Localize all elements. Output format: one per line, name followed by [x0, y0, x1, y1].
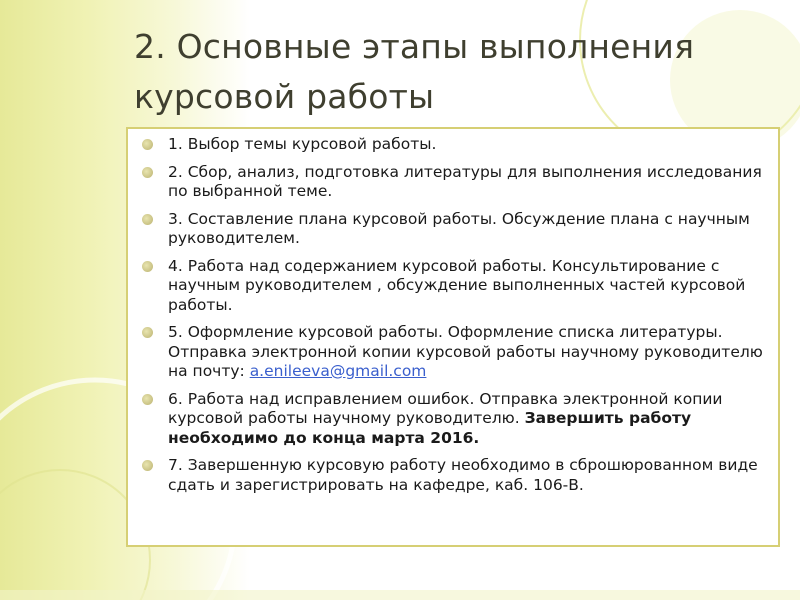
- content-frame: [126, 127, 780, 547]
- slide-title: 2. Основные этапы выполнения курсовой работы: [134, 27, 695, 116]
- bullet-dot-icon: [142, 261, 153, 272]
- item-text: 4. Работа над содержанием курсовой работы. Консультирование с научным руководителем , обсуждение выполненных частей курсовой работы.: [168, 256, 746, 314]
- bullet-list: [142, 135, 770, 503]
- item-text: 2. Сбор, анализ, подготовка литературы для выполнения исследования по выбранной теме.: [168, 162, 762, 200]
- bullet-dot-icon: [142, 460, 153, 471]
- item-text: 7. Завершенную курсовую работу необходимо в сброшюрованном виде сдать и зарегистрировать на кафедре, каб. 106-В.: [168, 456, 758, 494]
- list-item: [142, 257, 770, 316]
- bullet-dot-icon: [142, 139, 153, 150]
- bullet-dot-icon: [142, 327, 153, 338]
- item-text: 6. Работа над исправлением ошибок. Отправка электронной копии курсовой работы научному руководителю.: [168, 389, 723, 427]
- item-text: 5. Оформление курсовой работы. Оформление списка литературы. Отправка электронной копии курсовой работы научному руководителю на почту:: [168, 323, 763, 380]
- list-item: [142, 163, 770, 202]
- item-text: 1. Выбор темы курсовой работы.: [168, 135, 437, 153]
- deadline-text: Завершить работу необходимо до конца марта 2016.: [168, 409, 692, 447]
- email-link[interactable]: a.enileeva@gmail.com: [249, 362, 427, 380]
- bullet-dot-icon: [142, 394, 153, 405]
- bullet-dot-icon: [142, 214, 153, 225]
- bullet-dot-icon: [142, 167, 153, 178]
- list-item: [142, 390, 770, 449]
- list-item: [142, 323, 770, 382]
- list-item: [142, 456, 770, 495]
- list-item: [142, 210, 770, 249]
- list-item: [142, 135, 770, 155]
- item-text: 3. Составление плана курсовой работы. Обсуждение плана с научным руководителем.: [168, 209, 750, 247]
